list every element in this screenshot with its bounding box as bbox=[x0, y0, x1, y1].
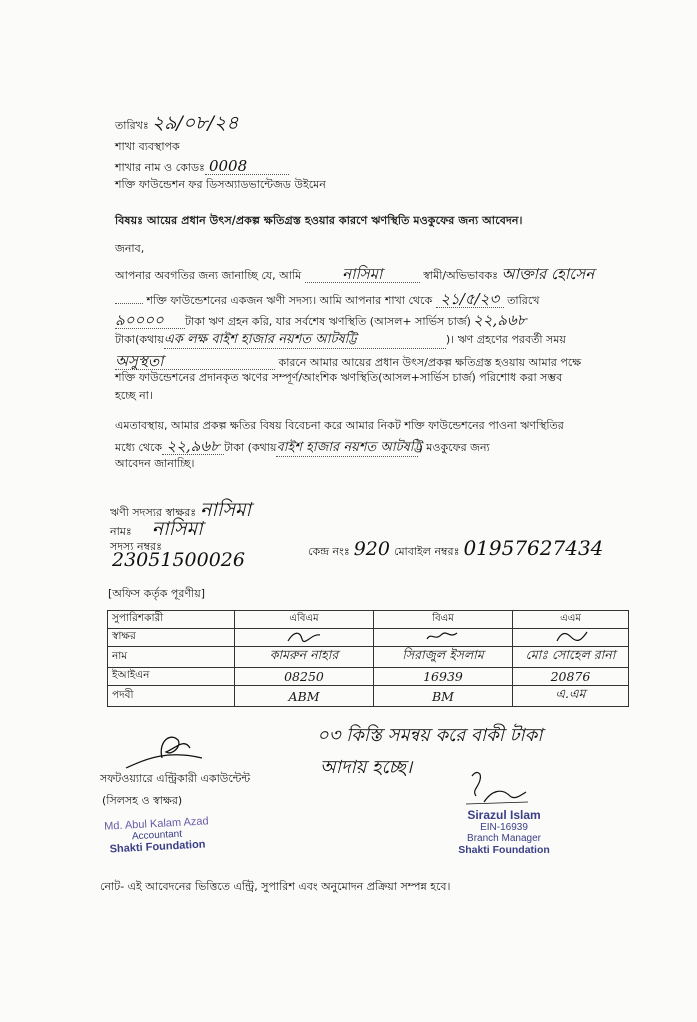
para2-text2: মধ্যে থেকে bbox=[115, 441, 163, 454]
para1-text3: শক্তি ফাউন্ডেশনের একজন ঋণী সদস্য। আমি আপনার শাখা থেকে bbox=[146, 294, 433, 307]
handwritten-note-line1: ০৩ কিস্তি সমন্বয় করে বাকী টাকা bbox=[317, 725, 543, 746]
accountant-stamp-name: Md. Abul Kalam Azad bbox=[103, 815, 209, 833]
para2-text4: ) মওকুফের জন্য bbox=[418, 441, 490, 454]
date-row bbox=[115, 112, 239, 134]
office-label: [অফিস কর্তৃক পূরণীয়] bbox=[108, 587, 205, 600]
member-name-row bbox=[110, 518, 203, 540]
branch-code-label: শাখার নাম ও কোডঃ bbox=[115, 161, 205, 174]
para1-text8: কারনে আমার আয়ের প্রধান উৎস/প্রকল্প ক্ষতিগ্রস্ত হওয়ায় আমার পক্ষে bbox=[278, 356, 582, 369]
balance-words: এক লক্ষ বাইশ হাজার নয়শত আটষট্টি bbox=[164, 332, 446, 349]
accountant-line1: সফটওয়্যারে এন্ট্রিকারী একাউন্টেন্ট bbox=[100, 772, 251, 785]
manager-stamp-ein: EIN-16939 bbox=[480, 822, 528, 833]
center-row bbox=[308, 536, 604, 560]
accountant-stamp-title: Accountant bbox=[131, 828, 183, 843]
para1-line7: হচ্ছে না। bbox=[115, 389, 153, 402]
para2-line2 bbox=[115, 438, 490, 457]
office-cell-signature bbox=[513, 629, 629, 647]
office-cell: সিরাজুল ইসলাম bbox=[374, 647, 513, 668]
accountant-stamp bbox=[81, 814, 233, 857]
office-header-abm: এবিএম bbox=[235, 611, 374, 629]
handwritten-note-line2: আদায় হচ্ছে। bbox=[320, 757, 413, 778]
office-cell-signature bbox=[235, 629, 374, 647]
office-header-am: এএম bbox=[513, 611, 629, 629]
para1-text4: তারিখে bbox=[507, 294, 540, 307]
bm-signature-scribble bbox=[423, 629, 463, 643]
manager-signature-scribble bbox=[462, 768, 532, 808]
office-row-signature bbox=[108, 629, 629, 647]
office-table bbox=[107, 610, 629, 707]
manager-stamp-org: Shakti Foundation bbox=[458, 844, 550, 856]
member-signature: নাসিমা bbox=[200, 499, 252, 521]
waiver-amount: ২২,৯৬৮ bbox=[162, 438, 224, 455]
para1-text2: স্বামী/অভিভাবকঃ bbox=[423, 269, 499, 282]
para1-line3 bbox=[115, 312, 526, 329]
office-header-recommender: সুপারিশকারী bbox=[108, 611, 235, 629]
member-number: 23051500026 bbox=[112, 549, 245, 571]
center-label: কেন্দ্র নংঃ bbox=[308, 545, 350, 558]
date-value: ২৯/০৮/২৪ bbox=[151, 112, 239, 134]
loan-date: ২১/৫/২৩ bbox=[436, 291, 504, 308]
para1-text6: টাকা(কথায় bbox=[115, 333, 164, 346]
member-name: নাসিমা bbox=[151, 518, 203, 540]
office-row-designation bbox=[108, 686, 629, 707]
accountant-stamp-org: Shakti Foundation bbox=[109, 838, 206, 856]
office-cell: এ.এম bbox=[513, 686, 629, 707]
abm-signature-scribble bbox=[284, 629, 324, 643]
center-number: 920 bbox=[353, 538, 390, 560]
office-cell: 16939 bbox=[374, 668, 513, 686]
loan-amount: ৯০০০০ bbox=[115, 312, 185, 329]
date-label: তারিখঃ bbox=[115, 119, 149, 132]
manager-stamp bbox=[444, 808, 564, 856]
waiver-words: বাইশ হাজার নয়শত আটষট্টি bbox=[276, 440, 422, 455]
para2-text3: টাকা (কথায় bbox=[224, 441, 277, 454]
subject: বিষয়ঃ আয়ের প্রধান উৎস/প্রকল্প ক্ষতিগ্রস্ত হওয়ার কারণে ঋণস্থিতি মওকুফের জন্য আবেদন। bbox=[115, 214, 523, 227]
office-row-ein bbox=[108, 668, 629, 686]
accountant-signature-scribble bbox=[118, 728, 208, 776]
accountant-line2: (সিলসহ ও স্বাক্ষর) bbox=[102, 794, 183, 807]
office-row-label: পদবী bbox=[108, 686, 235, 707]
office-cell: 20876 bbox=[513, 668, 629, 686]
salutation: জনাব, bbox=[115, 242, 145, 255]
address-line1: শাখা ব্যবস্থাপক bbox=[115, 140, 180, 153]
office-cell: কামরুন নাহার bbox=[235, 647, 374, 668]
mobile-label: মোবাইল নম্বরঃ bbox=[393, 545, 460, 558]
para1-line1 bbox=[115, 266, 594, 283]
am-signature-scribble bbox=[551, 629, 591, 643]
damage-reason: অসুস্থতা bbox=[115, 353, 275, 370]
branch-code-value: 0008 bbox=[205, 158, 289, 175]
office-cell: BM bbox=[374, 686, 513, 707]
loan-balance: ২২,৯৬৮ bbox=[472, 311, 527, 329]
para1-text5: টাকা ঋণ গ্রহন করি, যার সর্বশেষ ঋণস্থিতি (আসল+ সার্ভিস চার্জ) bbox=[185, 315, 471, 328]
address-line2 bbox=[115, 158, 289, 175]
office-header-row bbox=[108, 611, 629, 629]
para1-line5 bbox=[115, 353, 581, 370]
office-cell: মোঃ সোহেল রানা bbox=[513, 647, 629, 668]
para1-text7: )। ঋণ গ্রহণের পরবর্তী সময় bbox=[445, 333, 566, 346]
office-row-label: নাম bbox=[108, 647, 235, 668]
para2-line1: এমতাবস্থায়, আমার প্রকল্প ক্ষতির বিষয় বিবেচনা করে আমার নিকট শক্তি ফাউন্ডেশনের পাওনা ঋণস্থিতির bbox=[115, 419, 564, 432]
office-cell-signature bbox=[374, 629, 513, 647]
para1-text1: আপনার অবগতির জন্য জানাচ্ছি যে, আমি bbox=[115, 269, 302, 282]
mobile-number: 01957627434 bbox=[463, 536, 604, 560]
applicant-name: নাসিমা bbox=[305, 266, 420, 283]
para2-line3: আবেদন জানাচ্ছি। bbox=[115, 457, 195, 470]
office-row-label: ইআইএন bbox=[108, 668, 235, 686]
manager-stamp-name: Sirazul Islam bbox=[467, 808, 541, 822]
manager-signature bbox=[462, 768, 532, 808]
para1-line6: শক্তি ফাউন্ডেশনের প্রদানকৃত ঋণের সম্পূর্ণ/আংশিক ঋণস্থিতি(আসল+সার্ভিস চার্জ) পরিশোধ করা সম্ভব bbox=[115, 371, 563, 384]
office-cell: 08250 bbox=[235, 668, 374, 686]
office-header-bm: বিএম bbox=[374, 611, 513, 629]
para1-line2 bbox=[115, 291, 539, 308]
member-no-label: সদস্য নম্বরঃ bbox=[110, 540, 162, 553]
guardian-name: আক্তার হোসেন bbox=[501, 265, 595, 283]
footer-note: নোট- এই আবেদনের ভিত্তিতে এন্ট্রি, সুপারিশ এবং অনুমোদন প্রক্রিয়া সম্পন্ন হবে। bbox=[100, 880, 451, 893]
para1-line4 bbox=[115, 332, 566, 349]
address-line3: শক্তি ফাউন্ডেশন ফর ডিসঅ্যাডভান্টেজড উইমেন bbox=[115, 178, 326, 191]
office-cell: ABM bbox=[235, 686, 374, 707]
office-row-name bbox=[108, 647, 629, 668]
member-name-label: নামঃ bbox=[110, 525, 132, 538]
accountant-signature bbox=[118, 728, 208, 776]
office-row-label: স্বাক্ষর bbox=[108, 629, 235, 647]
member-sig-label: ঋণী সদস্যর স্বাক্ষরঃ bbox=[110, 506, 197, 519]
manager-stamp-title: Branch Manager bbox=[467, 833, 541, 844]
